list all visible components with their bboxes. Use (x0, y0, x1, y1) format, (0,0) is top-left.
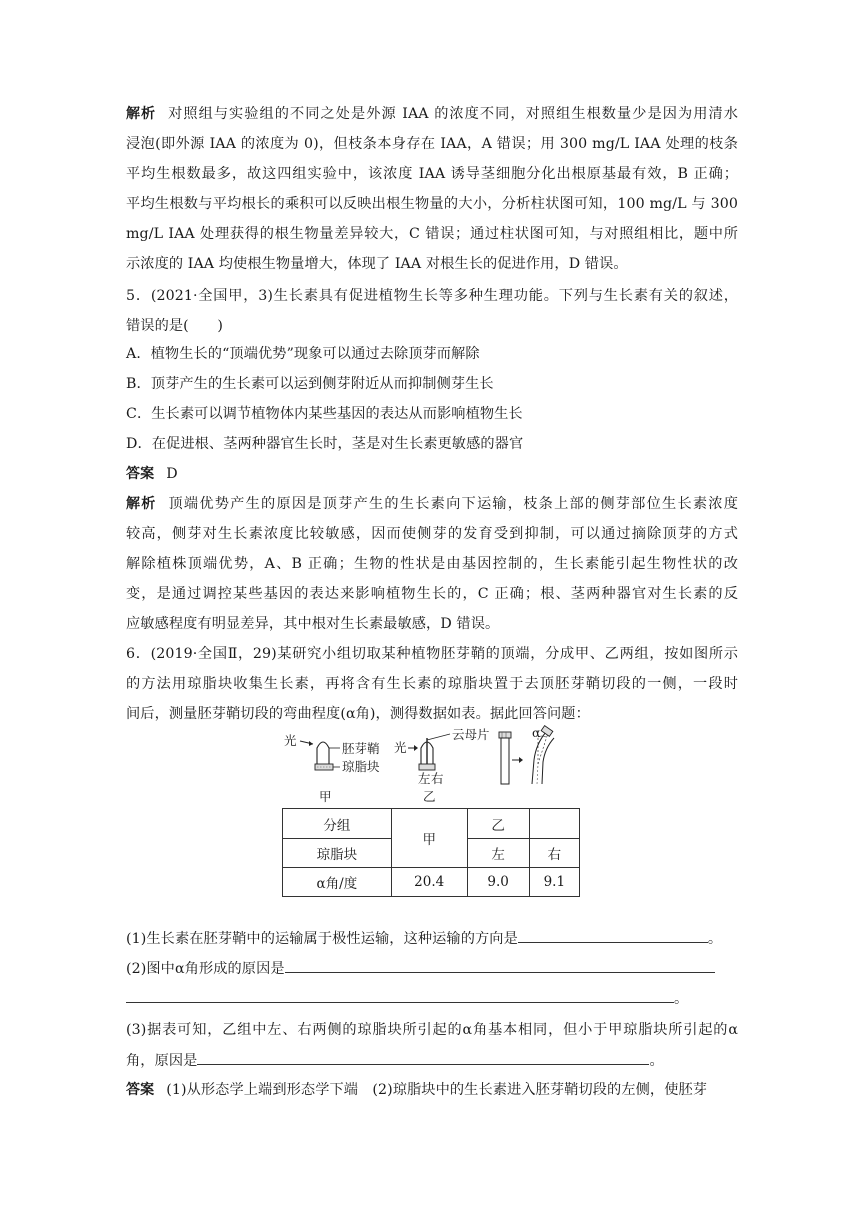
left-header-cell: 左 (467, 839, 529, 868)
jia-header-cell: 甲 (391, 809, 467, 868)
text-line (126, 524, 738, 544)
agar-label: 琼脂块 (342, 759, 380, 774)
text-line (126, 464, 738, 484)
question-2-text: (2)图中α角形成的原因是 (126, 961, 285, 977)
question-3-continued (126, 1050, 738, 1070)
text-line (126, 704, 738, 724)
line-text: 解除植株顶端优势，A、B 正确；生物的性状是由基因控制的，生长素能引起生物性状的改 (126, 556, 738, 572)
section-label: 解析 (126, 106, 157, 122)
empty-header-cell (529, 809, 579, 839)
text-line (126, 554, 738, 574)
alpha-label: α (532, 725, 541, 740)
group-header-cell: 分组 (283, 809, 392, 839)
text-line (126, 404, 738, 424)
text-line (126, 316, 738, 336)
decapitated-segments (499, 726, 554, 784)
answer-blank-2b (126, 988, 674, 1003)
left-value-cell: 9.0 (467, 868, 529, 897)
line-text: 浸泡(即外源 IAA 的浓度为 0)，但枝条本身存在 IAA，A 错误；用 300 mg/L IAA 处理的枝条 (126, 136, 738, 152)
group-jia-apparatus (300, 741, 340, 770)
line-text: 顶端优势产生的原因是顶芽产生的生长素向下运输，枝条上部的侧芽部位生长素浓度 (168, 496, 739, 512)
line-text: 较高，侧芽对生长素浓度比较敏感，因而使侧芽的发育受到抑制，可以通过摘除顶芽的方式 (126, 526, 738, 542)
yi-header-cell: 乙 (467, 809, 529, 839)
line-text: 错误的是( ) (126, 318, 223, 334)
jia-value-cell: 20.4 (391, 868, 467, 897)
text-line (126, 224, 738, 244)
line-text: 5．(2021·全国甲，3)生长素具有促进植物生长等多种生理功能。下列与生长素有关的叙述， (126, 288, 738, 304)
text-line (126, 584, 738, 604)
line-text: D．在促进根、茎两种器官生长时，茎是对生长素更敏感的器官 (126, 436, 524, 452)
line-text: 间后，测量胚芽鞘切段的弯曲程度(α角)，测得数据如表。据此回答问题： (126, 706, 590, 722)
line-text: 6．(2019·全国Ⅱ，29)某研究小组切取某种植物胚芽鞘的顶端，分成甲、乙两组，按如图所示 (126, 646, 738, 662)
text-line (126, 194, 738, 214)
line-text: 对照组与实验组的不同之处是外源 IAA 的浓度不同，对照组生根数量少是因为用清水 (168, 106, 738, 122)
question-3: (3)据表可知，乙组中左、右两侧的琼脂块所引起的α角基本相同，但小于甲琼脂块所引起的α (126, 1022, 738, 1038)
data-table (282, 808, 580, 897)
text-line (126, 674, 738, 694)
agar-header-cell: 琼脂块 (283, 839, 392, 868)
light-label-jia: 光 (284, 733, 297, 748)
answer-blank-1 (518, 928, 708, 943)
question-1 (126, 928, 738, 948)
line-text: D (166, 466, 178, 482)
right-value-cell: 9.1 (529, 868, 579, 897)
question-1-end: 。 (707, 931, 723, 947)
answer-text: (1)从形态学上端到形态学下端 (2)琼脂块中的生长素进入胚芽鞘切段的左侧，使胚芽 (166, 1082, 708, 1098)
text-line (126, 344, 738, 364)
line-text: 应敏感程度有明显差异，其中根对生长素最敏感，D 错误。 (126, 616, 500, 632)
table-row (283, 868, 580, 897)
question-3-end: 。 (649, 1053, 664, 1069)
question-2-continued (126, 988, 738, 1008)
line-text: 的方法用琼脂块收集生长素，再将含有生长素的琼脂块置于去顶胚芽鞘切段的一侧，一段时 (126, 676, 738, 692)
line-text: mg/L IAA 处理获得的根生物量差异较大，C 错误；通过柱状图可知，与对照组相比，题中所 (126, 226, 738, 242)
answer-blank-3 (197, 1050, 649, 1065)
angle-header-cell: α角/度 (283, 868, 392, 897)
question-2 (126, 958, 738, 978)
question-1-text: (1)生长素在胚芽鞘中的运输属于极性运输，这种运输的方向是 (126, 931, 518, 947)
text-line (126, 434, 738, 454)
question-2-end: 。 (674, 991, 689, 1007)
line-text: C．生长素可以调节植物体内某些基因的表达从而影响植物生长 (126, 406, 523, 422)
text-line (126, 644, 738, 664)
right-label: 右 (431, 771, 444, 786)
light-label-yi: 光 (394, 740, 407, 755)
experiment-figure (280, 724, 580, 812)
jia-caption: 甲 (319, 789, 332, 804)
mica-label: 云母片 (452, 727, 490, 742)
text-line (126, 494, 738, 514)
text-line (126, 614, 738, 634)
text-line (126, 134, 738, 154)
answer-label: 答案 (126, 1082, 155, 1098)
answer-line (126, 1080, 738, 1100)
line-text: B．顶芽产生的生长素可以运到侧芽附近从而抑制侧芽生长 (126, 376, 494, 392)
yi-caption: 乙 (423, 789, 436, 804)
text-line (126, 374, 738, 394)
text-line (126, 254, 738, 274)
right-header-cell: 右 (529, 839, 579, 868)
text-line (126, 104, 738, 124)
line-text: A．植物生长的“顶端优势”现象可以通过去除顶芽而解除 (126, 346, 480, 362)
question-3-text: 角，原因是 (126, 1053, 198, 1069)
text-line (126, 286, 738, 306)
table-row (283, 809, 580, 839)
line-text: 变，是通过调控某些基因的表达来影响植物生长的，C 正确；根、茎两种器官对生长素的反 (126, 586, 738, 602)
coleoptile-label: 胚芽鞘 (342, 741, 380, 756)
line-text: 平均生根数最多，故这四组实验中，该浓度 IAA 诱导茎细胞分化出根原基最有效，B 正确； (126, 166, 738, 182)
answer-blank-2a (285, 958, 715, 973)
group-yi-apparatus (408, 734, 450, 770)
section-label: 解析 (126, 496, 157, 512)
line-text: 平均生根数与平均根长的乘积可以反映出根生物量的大小，分析柱状图可知，100 mg/L 与 300 (126, 196, 738, 212)
text-line (126, 164, 738, 184)
line-text: 示浓度的 IAA 均使根生物量增大，体现了 IAA 对根生长的促进作用，D 错误。 (126, 256, 628, 272)
left-label: 左 (418, 771, 431, 786)
section-label: 答案 (126, 466, 155, 482)
